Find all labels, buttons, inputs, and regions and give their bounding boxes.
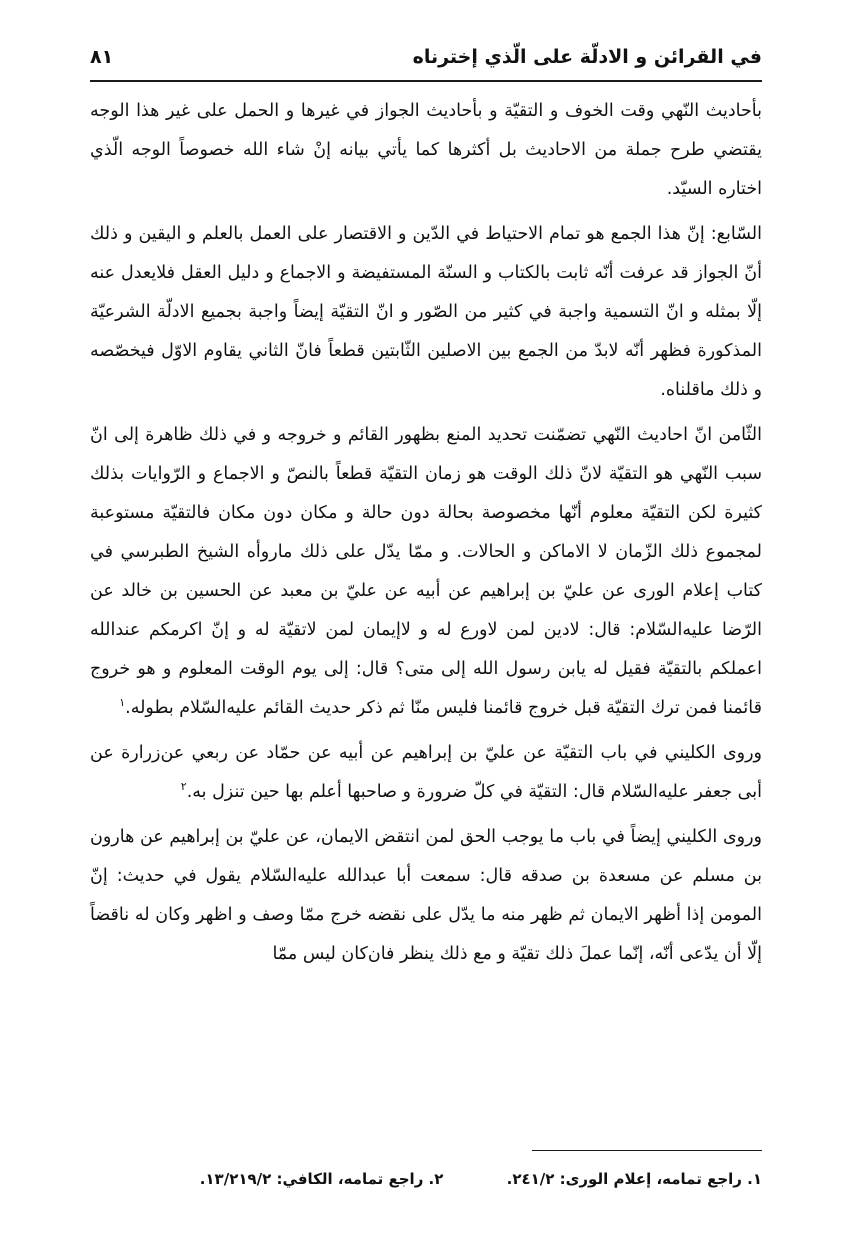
paragraph-text: السّابع: إنّ هذا الجمع هو تمام الاحتياط في الدّين و الاقتصار على العمل بالعلم و اليقين و ذلك أنّ الجواز قد عرفت أنّه ثابت بالكتاب و السنّة المستفيضة و الاجماع و دليل العقل فلايعدل عنه إلّا بمثله و انّ التسمية واجبة في كثير من الصّور و انّ التقيّة إيضاً واجبة بجميع الادلّة الشرعيّة المذكورة فظهر أنّه لابدّ من الجمع بين الاصلين الثّابتين قطعاً فانّ الثاني يقاوم الاوّل فيخصّصه و ذلك ماقلناه. xyxy=(90,224,762,400)
paragraph xyxy=(90,92,762,209)
footnote-divider xyxy=(532,1150,762,1151)
paragraph-text: الثّامن انّ احاديث النّهي تضمّنت تحديد المنع بظهور القائم و خروجه و في ذلك ظاهرة إلى انّ سبب النّهي هو التقيّة لانّ ذلك الوقت هو زمان التقيّة قطعاً بالنصّ و الاجماع و الرّوايات بذلك كثيرة لكن التقيّة معلوم أنّها مخصوصة بحالة دون حالة و مكان دون مكان فالتقيّة مستوعبة لمجموع ذلك الزّمان لا الاماكن و الحالات. و ممّا يدّل على ذلك ماروأه الشيخ الطبرسي في كتاب إعلام الورى عن عليّ بن إبراهيم عن أبيه عن عليّ بن معبد عن الحسين بن خالد عن الرّضا عليه‌السّلام: قال: لادين لمن لاورع له و لاإيمان لمن لاتقيّة له و إنّ اكرمكم عندالله اعملكم بالتقيّة فقيل له يابن رسول الله إلى متى؟ قال: إلى يوم الوقت المعلوم و هو خروج قائمنا فمن ترك التقيّة قبل خروج قائمنا فليس منّا ثم ذكر حديث القائم عليه‌السّلام بطوله. xyxy=(90,425,762,718)
footnote-mark: ١ xyxy=(119,696,126,710)
running-title: في القرائن و الادلّة على الّذي إخترناه xyxy=(412,46,762,68)
paragraph xyxy=(90,818,762,974)
paragraph-text: بأحاديث النّهي وقت الخوف و التقيّة و بأحاديث الجواز في غيرها و الحمل على غير هذا الوجه يقتضي طرح جملة من الاحاديث بل أكثرها كما يأتي بيانه إنْ شاء الله خصوصاً الوجه الّذي اختاره السيّد. xyxy=(90,101,762,199)
main-text xyxy=(90,92,762,980)
footnotes xyxy=(90,1170,762,1188)
page-number: ٨١ xyxy=(90,46,114,68)
paragraph xyxy=(90,215,762,410)
footnote: ٢. راجع تمامه، الكافي: ١٣/٢١٩/٢. xyxy=(199,1170,444,1188)
paragraph-text: وروى الكليني في باب التقيّة عن عليّ بن إبراهيم عن أبيه عن حمّاد عن ربعي عن‌زرارة عن أبى جعفر عليه‌السّلام قال: التقيّة في كلّ ضرورة و صاحبها أعلم بها حين تنزل به. xyxy=(90,743,762,802)
footnote-mark: ٢ xyxy=(180,780,187,794)
paragraph xyxy=(90,734,762,812)
paragraph-text: وروى الكليني إيضاً في باب ما يوجب الحق لمن انتقض الايمان، عن عليّ بن إبراهيم عن هارون بن مسلم عن مسعدة بن صدقه قال: سمعت أبا عبدالله عليه‌السّلام يقول في حديث: إنّ المومن إذا أظهر الايمان ثم ظهر منه ما يدّل على نقضه خرج ممّا وصف و اظهر وكان له ناقضاً إلّا أن يدّعى أنّه، إنّما عملَ ذلك تقيّة و مع ذلك ينظر فان‌كان ليس ممّا xyxy=(90,827,762,964)
paragraph xyxy=(90,416,762,728)
page-header xyxy=(90,40,762,82)
footnote: ١. راجع تمامه، إعلام الورى: ٢٤١/٢. xyxy=(506,1170,762,1188)
